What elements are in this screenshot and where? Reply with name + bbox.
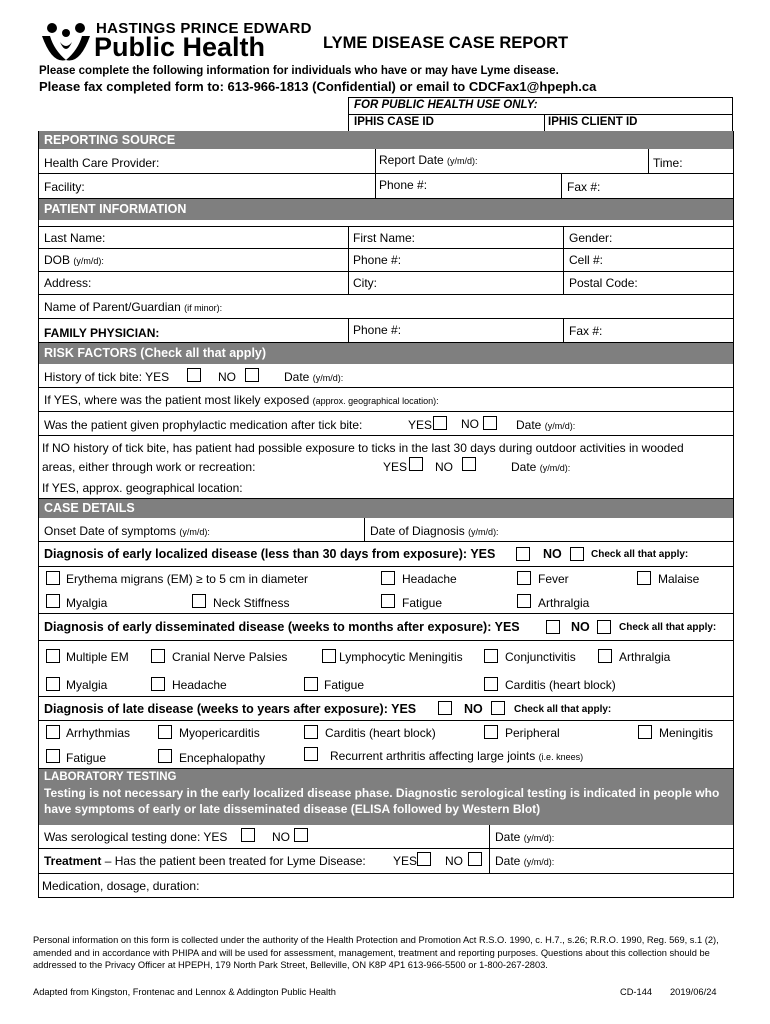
org-name-line1: HASTINGS PRINCE EDWARD <box>96 20 312 37</box>
treatment-yes-label: YES <box>393 854 418 868</box>
address-field[interactable]: Address: <box>44 276 92 290</box>
tick-bite-date-field[interactable]: Date (y/m/d): <box>284 370 344 384</box>
public-health-use-box <box>348 97 733 131</box>
late-disease-symptoms <box>39 721 733 769</box>
early-localized-row <box>39 542 733 567</box>
reporting-phone-field[interactable]: Phone #: <box>379 178 428 192</box>
section-reporting-source: REPORTING SOURCE <box>39 131 733 149</box>
medication-label: Medication, dosage, duration: <box>42 879 200 893</box>
section-laboratory-testing <box>39 769 733 825</box>
disseminated-carditis-label: Carditis (heart block) <box>505 678 616 692</box>
iphis-client-id-field[interactable]: IPHIS CLIENT ID <box>548 116 638 128</box>
lymphocytic-meningitis-checkbox[interactable] <box>322 649 336 663</box>
first-name-field[interactable]: First Name: <box>353 231 416 245</box>
serological-no-checkbox[interactable] <box>294 828 308 842</box>
form-code: CD-144 <box>620 987 653 997</box>
patient-phone-field[interactable]: Phone #: <box>353 253 402 267</box>
form-date: 2019/06/24 <box>670 987 717 997</box>
localized-arthralgia-checkbox[interactable] <box>517 594 531 608</box>
section-risk-factors: RISK FACTORS (Check all that apply) <box>39 343 733 364</box>
logo <box>40 20 92 62</box>
ph-use-label: FOR PUBLIC HEALTH USE ONLY: <box>354 99 538 111</box>
time-field[interactable]: Time: <box>653 156 683 170</box>
localized-headache-label: Headache <box>402 572 457 586</box>
localized-fatigue-label: Fatigue <box>402 596 443 610</box>
lab-heading: LABORATORY TESTING <box>44 771 177 783</box>
disseminated-arthralgia-label: Arthralgia <box>619 650 671 664</box>
exposure-location-field-2[interactable]: If YES, approx. geographical location: <box>42 481 243 495</box>
patient-row-1 <box>39 226 733 249</box>
localized-myalgia-checkbox[interactable] <box>46 594 60 608</box>
no-history-question-1: If NO history of tick bite, has patient had possible exposure to ticks in the last 30 days during outdoor activities in wooded <box>42 441 684 455</box>
medication-field[interactable] <box>39 874 733 898</box>
meningitis-checkbox[interactable] <box>638 725 652 739</box>
lab-row-treatment <box>39 849 733 874</box>
late-disease-no-checkbox[interactable] <box>491 701 505 715</box>
encephalopathy-label: Encephalopathy <box>179 751 266 765</box>
recurrent-arthritis-checkbox[interactable] <box>304 747 318 761</box>
org-name-line2: Public Health <box>94 32 266 62</box>
tick-bite-yes-checkbox[interactable] <box>187 368 201 382</box>
reporting-row-2 <box>39 174 733 199</box>
malaise-label: Malaise <box>658 572 700 586</box>
risk-row-tick-bite <box>39 364 733 388</box>
late-carditis-checkbox[interactable] <box>304 725 318 739</box>
section-case-details: CASE DETAILS <box>39 499 733 518</box>
fever-label: Fever <box>538 572 569 586</box>
lab-row-serological <box>39 825 733 849</box>
postal-code-field[interactable]: Postal Code: <box>569 276 638 290</box>
parent-guardian-field[interactable]: Name of Parent/Guardian (if minor): <box>44 300 223 314</box>
tick-bite-no-checkbox[interactable] <box>245 368 259 382</box>
iphis-case-id-field[interactable]: IPHIS CASE ID <box>354 116 434 128</box>
tick-bite-label: History of tick bite: YES <box>44 370 170 384</box>
treatment-no-checkbox[interactable] <box>468 852 482 866</box>
early-localized-no-checkbox[interactable] <box>570 547 584 561</box>
lab-note: Testing is not necessary in the early localized disease phase. Diagnostic serological testing is indicated in people who have symptoms of early or late disseminated disease (ELISA followed by Western Blot) <box>44 786 720 816</box>
exposure-no-checkbox[interactable] <box>462 457 476 471</box>
tick-bite-no-label: NO <box>218 370 236 384</box>
risk-row-no-history <box>39 436 733 499</box>
treatment-date-field[interactable]: Date (y/m/d): <box>495 854 555 868</box>
late-fatigue-checkbox[interactable] <box>46 749 60 763</box>
erythema-migrans-checkbox[interactable] <box>46 571 60 585</box>
arrhythmias-checkbox[interactable] <box>46 725 60 739</box>
early-disseminated-label: Diagnosis of early disseminated disease (weeks to months after exposure): YES <box>44 620 520 634</box>
instruction-line-1: Please complete the following information for individuals who have or may have Lyme disease. <box>39 65 559 77</box>
exposure-location-field[interactable]: If YES, where was the patient most likely exposed (approx. geographical location): <box>44 393 439 407</box>
instruction-line-2: Please fax completed form to: 613-966-1813 (Confidential) or email to CDCFax1@hpeph.ca <box>39 79 597 94</box>
late-disease-yes-checkbox[interactable] <box>438 701 452 715</box>
exposure-yes-checkbox[interactable] <box>409 457 423 471</box>
facility-field[interactable]: Facility: <box>44 180 85 194</box>
prophylactic-yes-label: YES <box>408 418 433 432</box>
early-disseminated-row <box>39 614 733 641</box>
logo-figures-icon <box>40 20 92 62</box>
report-date-field[interactable]: Report Date (y/m/d): <box>379 153 478 167</box>
early-localized-label: Diagnosis of early localized disease (less than 30 days from exposure): YES <box>44 547 496 561</box>
city-field[interactable]: City: <box>353 276 377 290</box>
cranial-nerve-palsies-label: Cranial Nerve Palsies <box>172 650 288 664</box>
disseminated-headache-checkbox[interactable] <box>151 677 165 691</box>
form-title: LYME DISEASE CASE REPORT <box>323 34 569 52</box>
multiple-em-label: Multiple EM <box>66 650 129 664</box>
risk-row-prophylactic <box>39 412 733 436</box>
erythema-migrans-label: Erythema migrans (EM) ≥ to 5 cm in diameter <box>66 572 308 586</box>
disseminated-carditis-checkbox[interactable] <box>484 677 498 691</box>
exposure-date-field[interactable]: Date (y/m/d): <box>511 460 571 474</box>
prophylactic-yes-checkbox[interactable] <box>433 416 447 430</box>
patient-row-3 <box>39 272 733 295</box>
reporting-row-1 <box>39 149 733 174</box>
early-localized-yes-checkbox[interactable] <box>516 547 530 561</box>
disseminated-fatigue-checkbox[interactable] <box>304 677 318 691</box>
exposure-no-label: NO <box>435 460 453 474</box>
neck-stiffness-label: Neck Stiffness <box>213 596 290 610</box>
no-history-question-2: areas, either through work or recreation: <box>42 460 256 474</box>
disseminated-myalgia-checkbox[interactable] <box>46 677 60 691</box>
prophylactic-no-checkbox[interactable] <box>483 416 497 430</box>
serological-date-field[interactable]: Date (y/m/d): <box>495 830 555 844</box>
multiple-em-checkbox[interactable] <box>46 649 60 663</box>
serological-yes-checkbox[interactable] <box>241 828 255 842</box>
late-carditis-label: Carditis (heart block) <box>325 726 436 740</box>
serological-label: Was serological testing done: YES <box>44 830 228 844</box>
dob-field[interactable]: DOB (y/m/d): <box>44 253 104 267</box>
conjunctivitis-label: Conjunctivitis <box>505 650 576 664</box>
fever-checkbox[interactable] <box>517 571 531 585</box>
cranial-nerve-palsies-checkbox[interactable] <box>151 649 165 663</box>
late-disease-check-all: Check all that apply: <box>514 704 612 715</box>
localized-myalgia-label: Myalgia <box>66 596 108 610</box>
disseminated-myalgia-label: Myalgia <box>66 678 108 692</box>
treatment-no-label: NO <box>445 854 463 868</box>
adapted-from: Adapted from Kingston, Frontenac and Lennox & Addington Public Health <box>33 987 336 997</box>
cell-field[interactable]: Cell #: <box>569 253 604 267</box>
gender-field[interactable]: Gender: <box>569 231 613 245</box>
prophylactic-label: Was the patient given prophylactic medication after tick bite: <box>44 418 363 432</box>
early-localized-no-label: NO <box>543 547 562 561</box>
privacy-notice: Personal information on this form is collected under the authority of the Health Protection and Promotion Act R.S.O. 1990, c. H.7., s.26; R.R.O. 1990, Reg. 569, s.1 (2), amended and in accordance with PHIPA and will be used for assessment, management, treatment and reporting purposes. Questions about this collection should be addressed to the Privacy Officer at HPEPH, 179 North Park Street, Belleville, ON K8P 4P1 613-966-5500 or 1-800-267-2803. <box>33 935 719 970</box>
late-fatigue-label: Fatigue <box>66 751 107 765</box>
localized-fatigue-checkbox[interactable] <box>381 594 395 608</box>
serological-no-label: NO <box>272 830 290 844</box>
health-care-provider-field[interactable]: Health Care Provider: <box>44 156 160 170</box>
early-disseminated-yes-checkbox[interactable] <box>546 620 560 634</box>
last-name-field[interactable]: Last Name: <box>44 231 106 245</box>
recurrent-arthritis-label: Recurrent arthritis affecting large joints (i.e. knees) <box>330 749 584 763</box>
exposure-yes-label: YES <box>383 460 408 474</box>
patient-row-2 <box>39 249 733 272</box>
patient-row-5 <box>39 319 733 343</box>
early-disseminated-check-all: Check all that apply: <box>619 622 717 633</box>
treatment-yes-checkbox[interactable] <box>417 852 431 866</box>
family-physician-field[interactable]: FAMILY PHYSICIAN: <box>44 326 160 340</box>
arrhythmias-label: Arrhythmias <box>66 726 131 740</box>
myopericarditis-checkbox[interactable] <box>158 725 172 739</box>
late-disease-row <box>39 697 733 721</box>
conjunctivitis-checkbox[interactable] <box>484 649 498 663</box>
patient-row-4 <box>39 295 733 319</box>
myopericarditis-label: Myopericarditis <box>179 726 260 740</box>
prophylactic-date-field[interactable]: Date (y/m/d): <box>516 418 576 432</box>
localized-headache-checkbox[interactable] <box>381 571 395 585</box>
early-disseminated-no-checkbox[interactable] <box>597 620 611 634</box>
risk-row-where <box>39 388 733 412</box>
early-localized-check-all: Check all that apply: <box>591 549 689 560</box>
onset-date-field[interactable]: Onset Date of symptoms (y/m/d): <box>44 524 210 538</box>
localized-arthralgia-label: Arthralgia <box>538 596 590 610</box>
early-disseminated-no-label: NO <box>571 620 590 634</box>
meningitis-label: Meningitis <box>659 726 714 740</box>
peripheral-label: Peripheral <box>505 726 560 740</box>
disseminated-arthralgia-checkbox[interactable] <box>598 649 612 663</box>
late-disease-no-label: NO <box>464 702 483 716</box>
reporting-fax-field[interactable]: Fax #: <box>567 180 601 194</box>
case-row-dates <box>39 518 733 542</box>
malaise-checkbox[interactable] <box>637 571 651 585</box>
disseminated-fatigue-label: Fatigue <box>324 678 365 692</box>
peripheral-checkbox[interactable] <box>484 725 498 739</box>
prophylactic-no-label: NO <box>461 417 479 431</box>
encephalopathy-checkbox[interactable] <box>158 749 172 763</box>
early-disseminated-symptoms <box>39 641 733 697</box>
late-disease-label: Diagnosis of late disease (weeks to years after exposure): YES <box>44 702 417 716</box>
diagnosis-date-field[interactable]: Date of Diagnosis (y/m/d): <box>370 524 499 538</box>
treatment-label: Treatment – Has the patient been treated for Lyme Disease: <box>44 854 366 868</box>
section-patient-information: PATIENT INFORMATION <box>39 199 733 220</box>
fp-phone-field[interactable]: Phone #: <box>353 323 402 337</box>
fp-fax-field[interactable]: Fax #: <box>569 324 603 338</box>
early-localized-symptoms <box>39 567 733 614</box>
lymphocytic-meningitis-label: Lymphocytic Meningitis <box>339 650 463 664</box>
disseminated-headache-label: Headache <box>172 678 227 692</box>
neck-stiffness-checkbox[interactable] <box>192 594 206 608</box>
